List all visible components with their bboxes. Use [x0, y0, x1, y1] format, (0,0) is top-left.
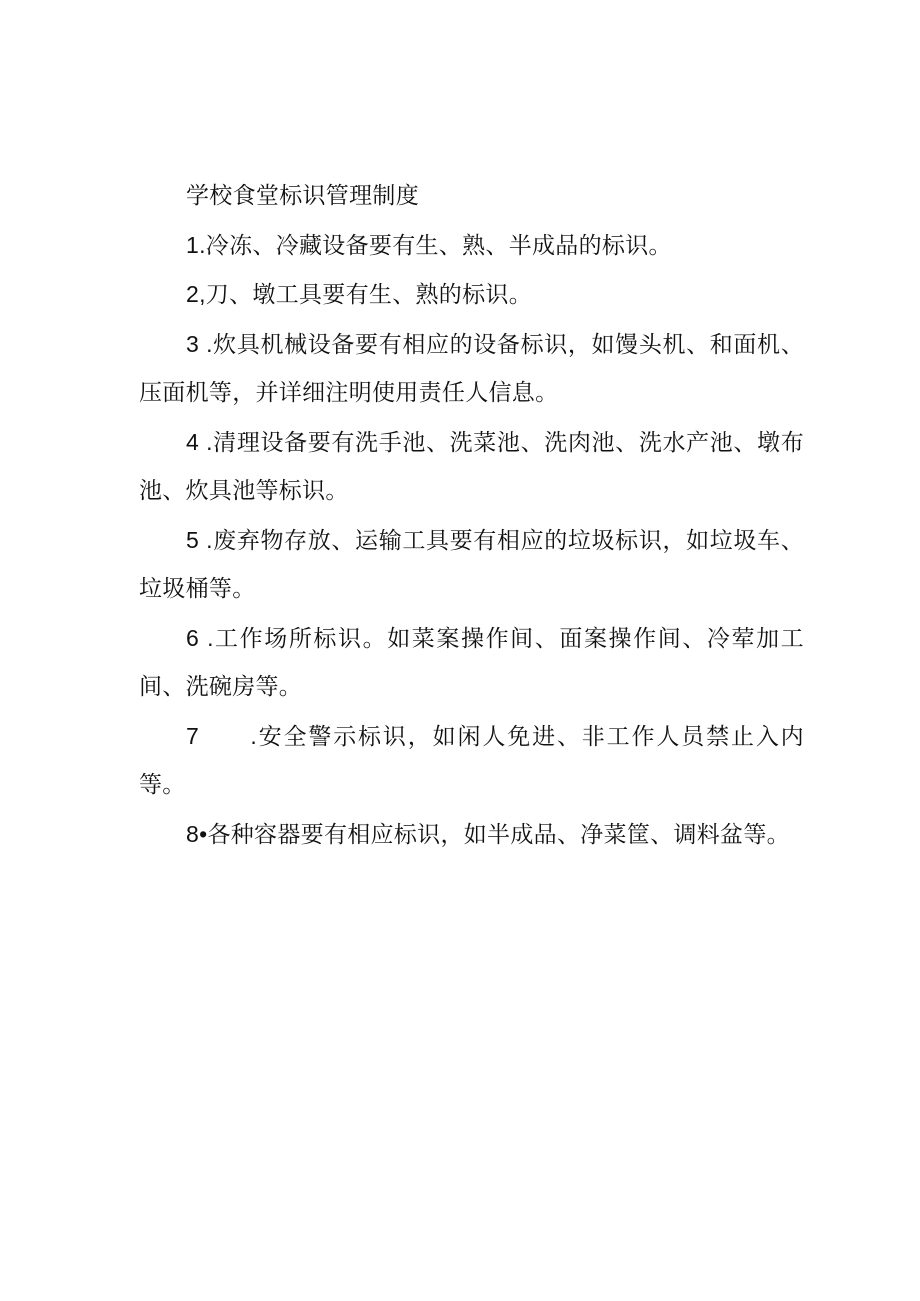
item-text: 废弃物存放、运输工具要有相应的垃圾标识，如垃圾车、垃圾桶等。 [139, 527, 804, 602]
list-item-4 [139, 418, 804, 516]
item-text: 各种容器要有相应标识，如半成品、净菜筐、调料盆等。 [207, 821, 790, 848]
item-number: 8• [186, 820, 208, 847]
item-number: 1. [186, 231, 206, 258]
item-text: 清理设备要有洗手池、洗菜池、洗肉池、洗水产池、墩布池、炊具池等标识。 [139, 429, 804, 504]
item-text: 工作场所标识。如菜案操作间、面案操作间、冷荤加工间、洗碗房等。 [139, 625, 804, 700]
list-item-3 [139, 320, 804, 418]
document-body [139, 172, 804, 859]
item-number: 6 . [186, 624, 214, 651]
item-text: 刀、墩工具要有生、熟的标识。 [205, 282, 532, 308]
list-item-1 [139, 221, 804, 271]
list-item-5 [139, 516, 804, 614]
item-text: 冷冻、冷藏设备要有生、熟、半成品的标识。 [205, 232, 672, 259]
list-item-8 [139, 810, 804, 860]
item-number: 5 . [186, 526, 213, 553]
item-number: 7 . [186, 722, 258, 749]
document-title: 学校食堂标识管理制度 [186, 183, 419, 209]
list-item-7 [139, 712, 804, 810]
list-item-6 [139, 614, 804, 712]
list-item-2 [139, 270, 804, 320]
item-text: 安全警示标识，如闲人免进、非工作人员禁止入内等。 [139, 723, 804, 798]
item-text: 炊具机械设备要有相应的设备标识，如馒头机、和面机、压面机等，并详细注明使用责任人信息。 [139, 331, 804, 406]
item-number: 3 . [186, 330, 213, 357]
item-number: 4 . [186, 428, 213, 455]
item-number: 2, [186, 281, 206, 307]
